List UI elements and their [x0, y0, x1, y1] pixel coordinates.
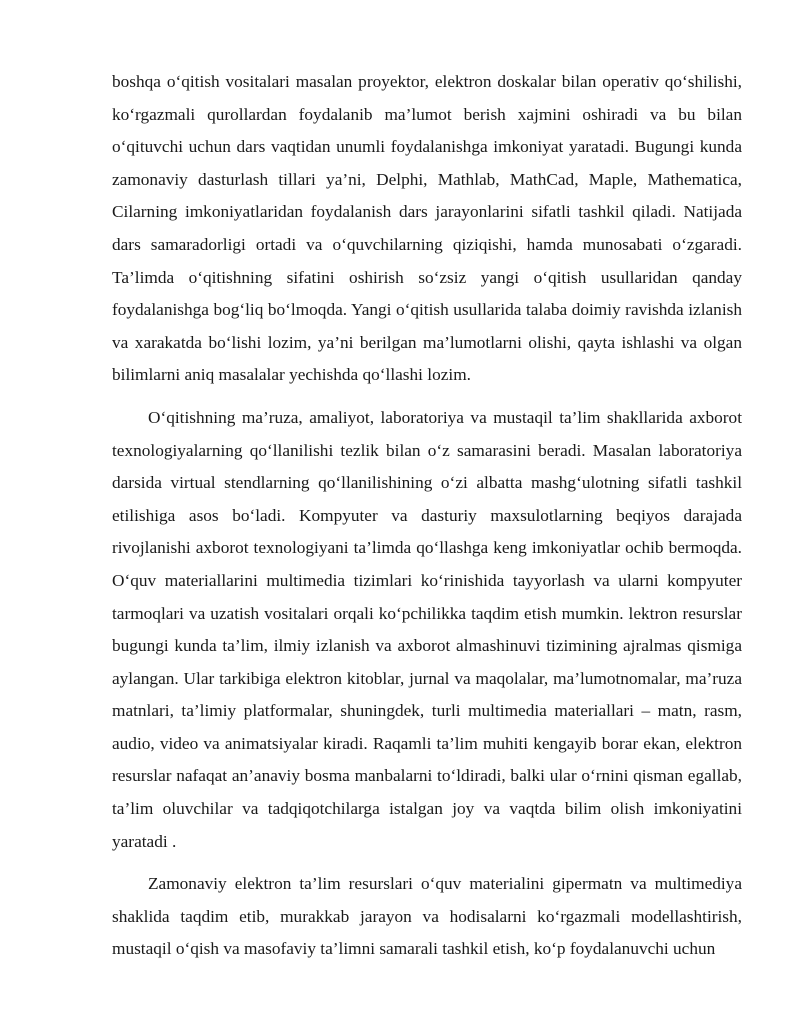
paragraph-2: O‘qitishning ma’ruza, amaliyot, laboratoriya va mustaqil ta’lim shakllarida axborot texnologiyalarning qo‘llanilishi tezlik bilan o‘z samarasini beradi. Masalan laboratoriya darsida virtual stendlarning qo‘llanilishining o‘zi albatta mashg‘ulotning sifatli tashkil etilishiga asos bo‘ladi. Kompyuter va dasturiy maxsulotlarning beqiyos darajada rivojlanishi axborot texnologiyani ta’limda qo‘llashga keng imkoniyatlar ochib bermoqda. O‘quv materiallarini multimedia tizimlari ko‘rinishida tayyorlash va ularni kompyuter tarmoqlari va uzatish vositalari orqali ko‘pchilikka taqdim etish mumkin. lektron resurslar bugungi kunda ta’lim, ilmiy izlanish va axborot almashinuvi tizimining ajralmas qismiga aylangan. Ular tarkibiga elektron kitoblar, jurnal va maqolalar, ma’lumotnomalar, ma’ruza matnlari, ta’limiy platformalar, shuningdek, turli multimedia materiallari – matn, rasm, audio, video va animatsiyalar kiradi. Raqamli ta’lim muhiti kengayib borar ekan, elektron resurslar nafaqat an’anaviy bosma manbalarni to‘ldiradi, balki ular o‘rnini qisman egallab, ta’lim oluvchilar va tadqiqotchilarga istalgan joy va vaqtda bilim olish imkoniyatini yaratadi . [112, 407, 742, 851]
paragraph-3: Zamonaviy elektron ta’lim resurslari o‘quv materialini gipermatn va multimediya shaklida taqdim etib, murakkab jarayon va hodisalarni ko‘rgazmali modellashtirish, mustaqil o‘qish va masofaviy ta’limni samarali tashkil etish, ko‘p foydalanuvchi uchun [112, 874, 742, 959]
paragraph-1: boshqa o‘qitish vositalari masalan proyektor, elektron doskalar bilan operativ qo‘shilishi, ko‘rgazmali qurollardan foydalanib ma’lumot berish xajmini oshiradi va bu bilan o‘qituvchi uchun dars vaqtidan unumli foydalanishga imkoniyat yaratadi. Bugungi kunda zamonaviy dasturlash tillari ya’ni, Delphi, Mathlab, MathCad, Maple, Mathematica, Cilarning imkoniyatlaridan foydalanish dars jarayonlarini sifatli tashkil qiladi. Natijada dars samaradorligi ortadi va o‘quvchilarning qiziqishi, hamda munosabati o‘zgaradi. Ta’limda o‘qitishning sifatini oshirish so‘zsiz yangi o‘qitish usullaridan qanday foydalanishga bog‘liq bo‘lmoqda. Yangi o‘qitish usullarida talaba doimiy ravishda izlanish va xarakatda bo‘lishi lozim, ya’ni berilgan ma’lumotlarni olishi, qayta ishlashi va olgan bilimlarni aniq masalalar yechishda qo‘llashi lozim. [112, 72, 742, 385]
document-body [112, 66, 742, 976]
